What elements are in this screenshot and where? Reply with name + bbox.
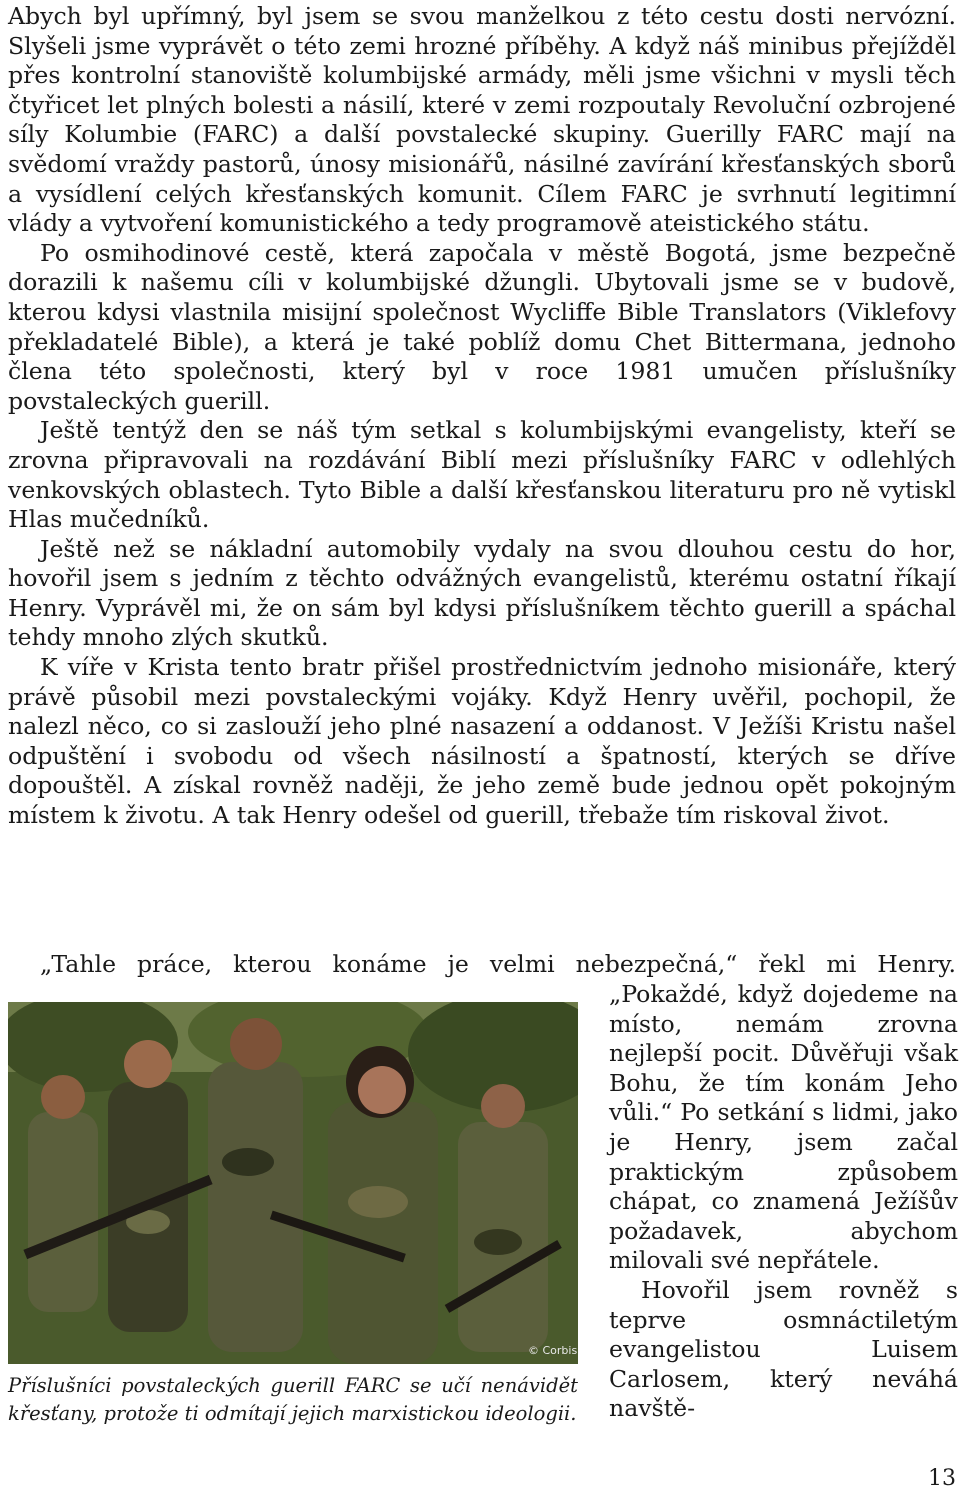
paragraph-1: Abych byl upřímný, byl jsem se svou manželkou z této cestu dosti nervózní. Slyšeli jsme vyprávět o této zemi hrozné příběhy. A když náš minibus přejížděl přes kontrolní stanoviště kolumbijské armády, měli jsme všichni v mysli těch čtyřicet let plných bolesti a násilí, které v zemi rozpoutaly Revoluční ozbrojené síly Kolumbie (FARC) a další povstalecké skupiny. Guerilly FARC mají na svědomí vraždy pastorů, únosy misionářů, násilné zavírání křesťanských sborů a vysídlení celých křesťanských komunit. Cílem FARC je svrhnutí legitimní vlády a vytvoření komunistického a tedy programově ateistického státu. — [8, 2, 956, 238]
page-number: 13 — [928, 1466, 956, 1491]
paragraph-3: Ještě tentýž den se náš tým setkal s kolumbijskými evangelisty, kteří se zrovna připravovali na rozdávání Biblí mezi příslušníky FARC v odlehlých venkovských oblastech. Tyto Bible a další křesťanskou literaturu pro ně vytiskl Hlas mučedníků. — [8, 416, 956, 534]
photo-caption: Příslušníci povstaleckých guerill FARC se učí nenávidět křesťany, protože ti odmítají jejich marxistickou ideologii. — [8, 1374, 578, 1425]
side-text-column — [609, 980, 958, 1424]
quote-line: „Tahle práce, kterou konáme je velmi nebezpečná,“ řekl mi Henry. — [40, 950, 956, 978]
photo-credit: © Corbis — [528, 1344, 578, 1357]
guerrilla-photo — [8, 1002, 578, 1364]
paragraph-2: Po osmihodinové cestě, která započala v městě Bogotá, jsme bezpečně dorazili k našemu cíli v kolumbijské džungli. Ubytovali jsme se v budově, kterou kdysi vlastnila misijní společnost Wycliffe Bible Translators (Viklefovy překladatelé Bible), a která je také poblíž domu Chet Bittermana, jednoho člena této společnosti, který byl v roce 1981 umučen příslušníky povstaleckých guerill. — [8, 238, 956, 415]
side-paragraph-1: „Pokaždé, když dojedeme na místo, nemám zrovna nejlepší pocit. Důvěřuji však Bohu, že tím konám Jeho vůli.“ Po setkání s lidmi, jako je Henry, jsem začal praktickým způsobem chápat, co znamená Ježíšův požadavek, abychom milovali své nepřátele. — [609, 980, 958, 1275]
paragraph-4: Ještě než se nákladní automobily vydaly na svou dlouhou cestu do hor, hovořil jsem s jedním z těchto odvážných evangelistů, kterému ostatní říkají Henry. Vyprávěl mi, že on sám byl kdysi příslušníkem těchto guerill a spáchal tehdy mnoho zlých skutků. — [8, 534, 956, 652]
paragraph-5: K víře v Krista tento bratr přišel prostřednictvím jednoho misionáře, který právě působil mezi povstaleckými vojáky. Když Henry uvěřil, pochopil, že nalezl něco, co si zaslouží jeho plné nasazení a oddanost. V Ježíši Kristu našel odpuštění i svobodu od všech násilností a špatností, kterých se dříve dopouštěl. A získal rovněž naději, že jeho země bude jednou opět pokojným místem k životu. A tak Henry odešel od guerill, třebaže tím riskoval život. — [8, 653, 956, 830]
side-paragraph-2: Hovořil jsem rovněž s teprve osmnáctiletým evangelistou Luisem Carlosem, který neváhá navště- — [609, 1275, 958, 1423]
main-text-column — [8, 2, 956, 831]
